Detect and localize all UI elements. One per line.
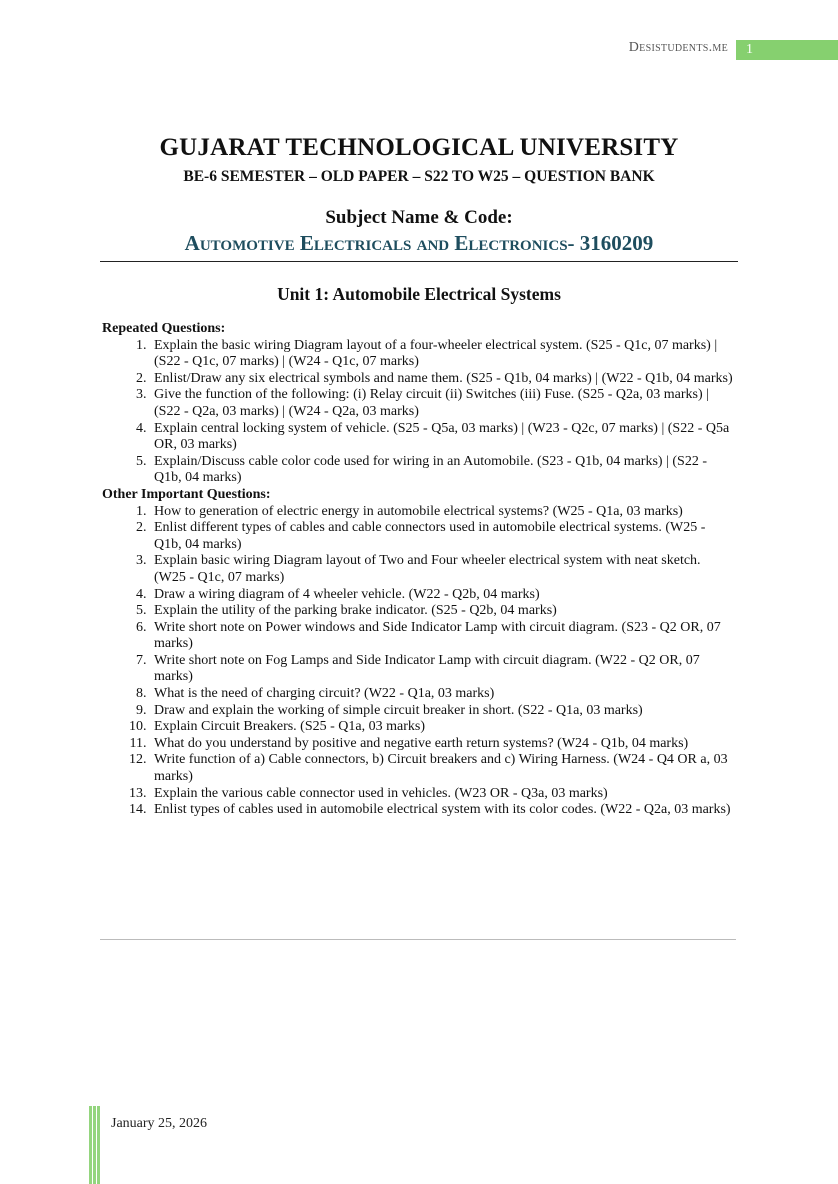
- footer-accent-bars: [89, 1106, 100, 1184]
- question-item: 12. Write function of a) Cable connectors, b) Circuit breakers and c) Wiring Harness. (W24 - Q4 OR a, 03 marks): [150, 752, 734, 785]
- question-content: [102, 321, 734, 819]
- question-item: 13. Explain the various cable connector used in vehicles. (W23 OR - Q3a, 03 marks): [150, 786, 734, 803]
- question-item: 4. Explain central locking system of vehicle. (S25 - Q5a, 03 marks) | (W23 - Q2c, 07 marks) | (S22 - Q5a OR, 03 marks): [150, 421, 734, 454]
- page-number-badge: 1: [736, 40, 838, 60]
- content-divider: [100, 939, 736, 940]
- other-questions-list: [102, 504, 734, 819]
- question-item: 6. Write short note on Power windows and Side Indicator Lamp with circuit diagram. (S23 - Q2 OR, 07 marks): [150, 620, 734, 653]
- question-item: 1. Explain the basic wiring Diagram layout of a four-wheeler electrical system. (S25 - Q1c, 07 marks) | (S22 - Q1c, 07 marks) | (W24 - Q1c, 07 marks): [150, 338, 734, 371]
- other-questions-heading: Other Important Questions:: [102, 486, 271, 502]
- question-item: 10. Explain Circuit Breakers. (S25 - Q1a, 03 marks): [150, 719, 734, 736]
- header-divider: [100, 261, 738, 262]
- question-item: 3. Explain basic wiring Diagram layout of Two and Four wheeler electrical system with neat sketch. (W25 - Q1c, 07 marks): [150, 553, 734, 586]
- question-item: 1. How to generation of electric energy in automobile electrical systems? (W25 - Q1a, 03 marks): [150, 504, 734, 521]
- question-item: 14. Enlist types of cables used in automobile electrical system with its color codes. (W22 - Q2a, 03 marks): [150, 802, 734, 819]
- repeated-questions-heading: Repeated Questions:: [102, 321, 226, 336]
- question-item: 9. Draw and explain the working of simple circuit breaker in short. (S22 - Q1a, 03 marks): [150, 703, 734, 720]
- question-item: 7. Write short note on Fog Lamps and Side Indicator Lamp with circuit diagram. (W22 - Q2 OR, 07 marks): [150, 653, 734, 686]
- document-title: GUJARAT TECHNOLOGICAL UNIVERSITY: [159, 134, 679, 161]
- header-site-name: Desistudents.me: [628, 40, 728, 55]
- subject-label: Subject Name & Code:: [325, 207, 513, 228]
- question-item: 8. What is the need of charging circuit? (W22 - Q1a, 03 marks): [150, 686, 734, 703]
- repeated-questions-list: [102, 338, 734, 487]
- question-item: 11. What do you understand by positive and negative earth return systems? (W24 - Q1b, 04 marks): [150, 736, 734, 753]
- question-item: 4. Draw a wiring diagram of 4 wheeler vehicle. (W22 - Q2b, 04 marks): [150, 587, 734, 604]
- question-item: 2. Enlist/Draw any six electrical symbols and name them. (S25 - Q1b, 04 marks) | (W22 - Q1b, 04 marks): [150, 371, 734, 388]
- question-item: 3. Give the function of the following: (i) Relay circuit (ii) Switches (iii) Fuse. (S25 - Q2a, 03 marks) | (S22 - Q2a, 03 marks) | (W24 - Q2a, 03 marks): [150, 387, 734, 420]
- document-subtitle: BE-6 SEMESTER – OLD PAPER – S22 TO W25 – QUESTION BANK: [183, 168, 655, 185]
- subject-name: Automotive Electricals and Electronics- 3160209: [184, 231, 654, 255]
- question-item: 2. Enlist different types of cables and cable connectors used in automobile electrical systems. (W25 - Q1b, 04 marks): [150, 520, 734, 553]
- question-item: 5. Explain the utility of the parking brake indicator. (S25 - Q2b, 04 marks): [150, 603, 734, 620]
- question-item: 5. Explain/Discuss cable color code used for wiring in an Automobile. (S23 - Q1b, 04 marks) | (S22 - Q1b, 04 marks): [150, 454, 734, 487]
- footer-date: January 25, 2026: [111, 1116, 208, 1131]
- unit-title: Unit 1: Automobile Electrical Systems: [277, 284, 561, 304]
